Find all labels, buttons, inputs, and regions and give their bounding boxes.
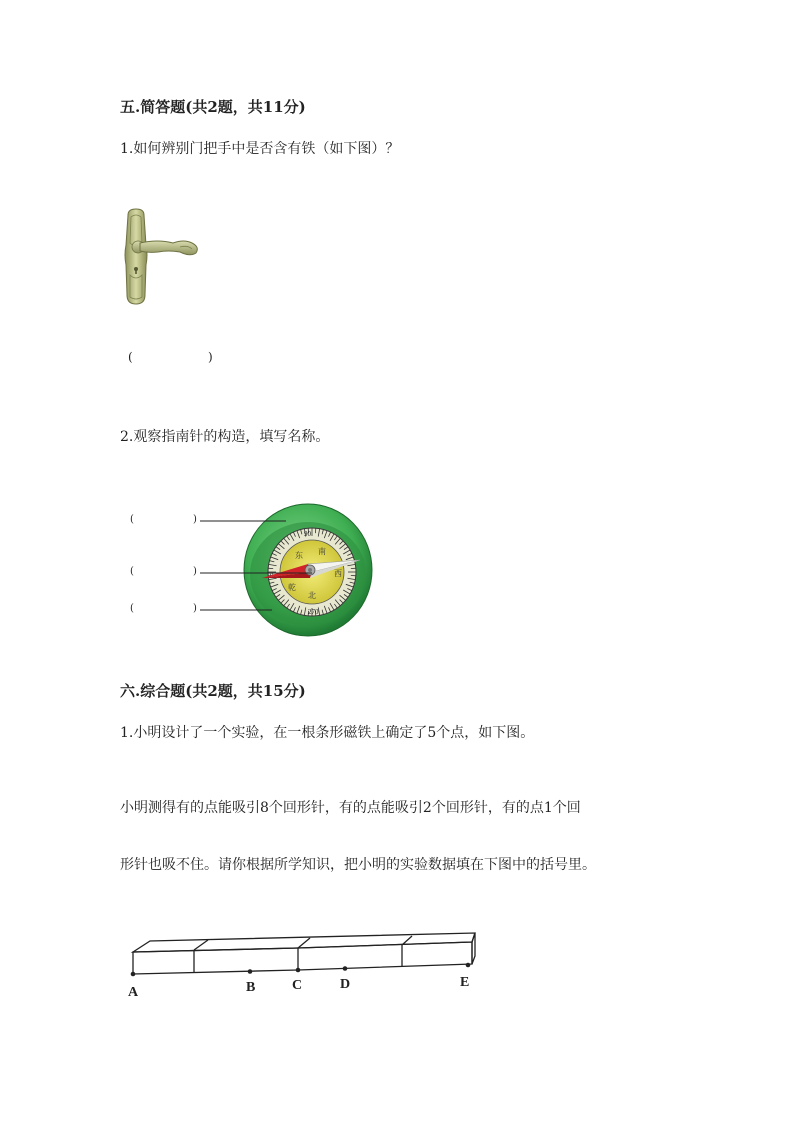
svg-text:270: 270 bbox=[308, 608, 319, 616]
compass-label-3-close: ) bbox=[193, 603, 197, 614]
point-label-e: E bbox=[460, 975, 470, 990]
svg-text:西: 西 bbox=[334, 569, 342, 578]
point-c-dot bbox=[296, 968, 301, 973]
bar-magnet-diagram bbox=[120, 928, 490, 1004]
door-handle-image bbox=[118, 205, 208, 310]
compass-label-2-close: ) bbox=[193, 566, 197, 577]
section5-q1-text: 1.如何辨别门把手中是否含有铁（如下图）？ bbox=[120, 141, 400, 157]
section6-q1-paragraph-line1: 小明测得有的点能吸引8个回形针，有的点能吸引2个回形针，有的点1个回 bbox=[120, 800, 581, 816]
point-d-dot bbox=[343, 966, 348, 971]
compass-image bbox=[200, 498, 380, 640]
point-e-dot bbox=[466, 963, 471, 968]
section5-q2-text: 2.观察指南针的构造，填写名称。 bbox=[120, 429, 330, 445]
compass-label-1-close: ) bbox=[193, 514, 197, 525]
svg-text:乾: 乾 bbox=[288, 583, 296, 592]
compass-label-3-open: ( bbox=[130, 603, 134, 614]
section5-title: 五.简答题(共2题，共11分) bbox=[120, 98, 306, 116]
svg-text:东: 东 bbox=[295, 551, 303, 560]
section6-q1-paragraph-line2: 形针也吸不住。请你根据所学知识，把小明的实验数据填在下图中的括号里。 bbox=[120, 857, 596, 873]
svg-text:南: 南 bbox=[318, 547, 326, 556]
point-label-c: C bbox=[292, 978, 303, 993]
svg-text:90: 90 bbox=[304, 530, 311, 538]
point-a-dot bbox=[131, 972, 136, 977]
point-label-b: B bbox=[246, 980, 256, 995]
section6-title: 六.综合题(共2题，共15分) bbox=[120, 682, 306, 700]
q1-answer-open-bracket: ( bbox=[128, 350, 133, 364]
point-b-dot bbox=[248, 969, 253, 974]
q1-answer-close-bracket: ) bbox=[208, 350, 213, 364]
compass-label-2-open: ( bbox=[130, 566, 134, 577]
section6-q1-text: 1.小明设计了一个实验，在一根条形磁铁上确定了5个点，如下图。 bbox=[120, 725, 535, 741]
svg-text:北: 北 bbox=[308, 591, 316, 600]
point-label-a: A bbox=[128, 985, 139, 1000]
compass-label-1-open: ( bbox=[130, 514, 134, 525]
point-label-d: D bbox=[340, 977, 351, 992]
